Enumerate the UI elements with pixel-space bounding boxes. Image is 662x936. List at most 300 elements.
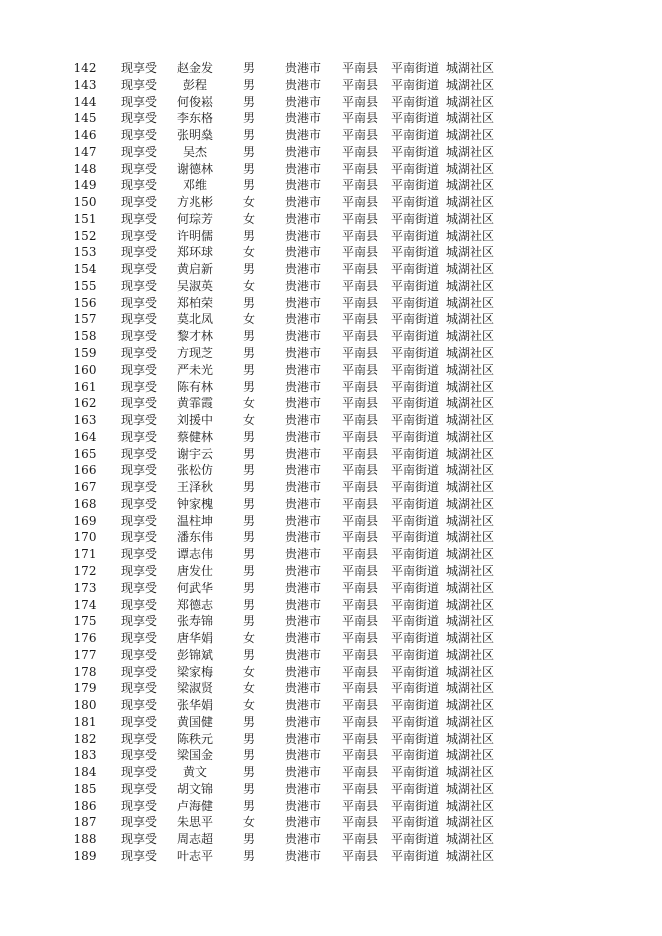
name-cell: 何俊崧	[176, 94, 213, 109]
row-number: 177	[73, 647, 97, 662]
community-cell: 城湖社区	[446, 463, 495, 478]
street-cell: 平南街道	[391, 228, 440, 243]
street-cell: 平南街道	[391, 631, 440, 646]
name-cell: 谭志伟	[176, 547, 213, 562]
table-row	[0, 110, 662, 127]
status-cell: 现享受	[121, 312, 158, 327]
county-cell: 平南县	[342, 144, 379, 159]
city-cell: 贵港市	[285, 362, 322, 377]
status-cell: 现享受	[121, 563, 158, 578]
name-cell: 张华娟	[176, 698, 213, 713]
county-cell: 平南县	[342, 631, 379, 646]
community-cell: 城湖社区	[446, 765, 495, 780]
name-cell: 黎才林	[176, 329, 213, 344]
table-row	[0, 597, 662, 614]
city-cell: 贵港市	[285, 681, 322, 696]
status-cell: 现享受	[121, 748, 158, 763]
community-cell: 城湖社区	[446, 413, 495, 428]
gender-cell: 男	[242, 295, 255, 310]
row-number: 169	[73, 513, 97, 528]
gender-cell: 男	[242, 111, 255, 126]
gender-cell: 女	[242, 211, 255, 226]
gender-cell: 男	[242, 463, 255, 478]
status-cell: 现享受	[121, 798, 158, 813]
city-cell: 贵港市	[285, 647, 322, 662]
county-cell: 平南县	[342, 211, 379, 226]
row-number: 188	[73, 832, 97, 847]
community-cell: 城湖社区	[446, 480, 495, 495]
table-row	[0, 194, 662, 211]
street-cell: 平南街道	[391, 714, 440, 729]
name-cell: 黄启新	[176, 262, 213, 277]
city-cell: 贵港市	[285, 597, 322, 612]
city-cell: 贵港市	[285, 563, 322, 578]
name-cell: 郑德志	[176, 597, 213, 612]
name-cell: 唐华娟	[176, 631, 213, 646]
county-cell: 平南县	[342, 262, 379, 277]
status-cell: 现享受	[121, 61, 158, 75]
table-row	[0, 60, 662, 77]
county-cell: 平南县	[342, 463, 379, 478]
table-row	[0, 496, 662, 513]
street-cell: 平南街道	[391, 178, 440, 193]
name-cell: 郑柏荣	[176, 295, 213, 310]
gender-cell: 男	[242, 496, 255, 511]
city-cell: 贵港市	[285, 94, 322, 109]
community-cell: 城湖社区	[446, 228, 495, 243]
county-cell: 平南县	[342, 714, 379, 729]
table-row	[0, 244, 662, 261]
row-number: 163	[73, 413, 97, 428]
row-number: 154	[73, 262, 97, 277]
gender-cell: 男	[242, 362, 255, 377]
gender-cell: 男	[242, 563, 255, 578]
gender-cell: 女	[242, 698, 255, 713]
community-cell: 城湖社区	[446, 513, 495, 528]
name-cell: 莫北凤	[176, 312, 213, 327]
table-row	[0, 731, 662, 748]
gender-cell: 男	[242, 597, 255, 612]
county-cell: 平南县	[342, 563, 379, 578]
city-cell: 贵港市	[285, 547, 322, 562]
table-row	[0, 311, 662, 328]
gender-cell: 女	[242, 312, 255, 327]
table-row	[0, 814, 662, 831]
row-number: 174	[73, 597, 97, 612]
row-number: 166	[73, 463, 97, 478]
street-cell: 平南街道	[391, 480, 440, 495]
row-number: 148	[73, 161, 97, 176]
table-row	[0, 764, 662, 781]
community-cell: 城湖社区	[446, 815, 495, 830]
county-cell: 平南县	[342, 178, 379, 193]
status-cell: 现享受	[121, 513, 158, 528]
row-number: 164	[73, 429, 97, 444]
city-cell: 贵港市	[285, 396, 322, 411]
row-number: 170	[73, 530, 97, 545]
city-cell: 贵港市	[285, 262, 322, 277]
status-cell: 现享受	[121, 614, 158, 629]
community-cell: 城湖社区	[446, 245, 495, 260]
status-cell: 现享受	[121, 446, 158, 461]
community-cell: 城湖社区	[446, 798, 495, 813]
county-cell: 平南县	[342, 429, 379, 444]
status-cell: 现享受	[121, 396, 158, 411]
county-cell: 平南县	[342, 530, 379, 545]
city-cell: 贵港市	[285, 346, 322, 361]
city-cell: 贵港市	[285, 530, 322, 545]
county-cell: 平南县	[342, 647, 379, 662]
gender-cell: 男	[242, 429, 255, 444]
community-cell: 城湖社区	[446, 781, 495, 796]
city-cell: 贵港市	[285, 731, 322, 746]
gender-cell: 男	[242, 178, 255, 193]
street-cell: 平南街道	[391, 329, 440, 344]
table-row	[0, 211, 662, 228]
table-row	[0, 278, 662, 295]
row-number: 184	[73, 765, 97, 780]
street-cell: 平南街道	[391, 128, 440, 143]
row-number: 186	[73, 798, 97, 813]
row-number: 165	[73, 446, 97, 461]
table-row	[0, 546, 662, 563]
status-cell: 现享受	[121, 413, 158, 428]
row-number: 145	[73, 111, 97, 126]
county-cell: 平南县	[342, 731, 379, 746]
name-cell: 张寿锦	[176, 614, 213, 629]
city-cell: 贵港市	[285, 161, 322, 176]
street-cell: 平南街道	[391, 815, 440, 830]
street-cell: 平南街道	[391, 597, 440, 612]
community-cell: 城湖社区	[446, 714, 495, 729]
gender-cell: 女	[242, 278, 255, 293]
row-number: 143	[73, 77, 97, 92]
name-cell: 方兆彬	[176, 195, 213, 210]
gender-cell: 男	[242, 94, 255, 109]
table-row	[0, 529, 662, 546]
street-cell: 平南街道	[391, 161, 440, 176]
county-cell: 平南县	[342, 480, 379, 495]
gender-cell: 男	[242, 61, 255, 75]
community-cell: 城湖社区	[446, 647, 495, 662]
name-cell: 梁国金	[176, 748, 213, 763]
city-cell: 贵港市	[285, 61, 322, 75]
name-cell: 朱思平	[176, 815, 213, 830]
city-cell: 贵港市	[285, 211, 322, 226]
community-cell: 城湖社区	[446, 563, 495, 578]
row-number: 171	[73, 547, 97, 562]
street-cell: 平南街道	[391, 463, 440, 478]
county-cell: 平南县	[342, 798, 379, 813]
table-row	[0, 680, 662, 697]
gender-cell: 男	[242, 346, 255, 361]
table-row	[0, 328, 662, 345]
status-cell: 现享受	[121, 262, 158, 277]
county-cell: 平南县	[342, 312, 379, 327]
status-cell: 现享受	[121, 832, 158, 847]
name-cell: 王泽秋	[176, 480, 213, 495]
gender-cell: 女	[242, 245, 255, 260]
community-cell: 城湖社区	[446, 698, 495, 713]
gender-cell: 男	[242, 781, 255, 796]
status-cell: 现享受	[121, 547, 158, 562]
name-cell: 黄文	[182, 765, 207, 780]
name-cell: 黄霏霞	[176, 396, 213, 411]
row-number: 175	[73, 614, 97, 629]
city-cell: 贵港市	[285, 429, 322, 444]
name-cell: 郑环球	[176, 245, 213, 260]
name-cell: 严未光	[176, 362, 213, 377]
community-cell: 城湖社区	[446, 530, 495, 545]
table-row	[0, 144, 662, 161]
table-row	[0, 664, 662, 681]
status-cell: 现享受	[121, 195, 158, 210]
status-cell: 现享受	[121, 631, 158, 646]
city-cell: 贵港市	[285, 714, 322, 729]
city-cell: 贵港市	[285, 111, 322, 126]
street-cell: 平南街道	[391, 832, 440, 847]
community-cell: 城湖社区	[446, 362, 495, 377]
community-cell: 城湖社区	[446, 211, 495, 226]
status-cell: 现享受	[121, 698, 158, 713]
gender-cell: 男	[242, 379, 255, 394]
name-cell: 梁淑贤	[176, 681, 213, 696]
status-cell: 现享受	[121, 144, 158, 159]
street-cell: 平南街道	[391, 614, 440, 629]
city-cell: 贵港市	[285, 580, 322, 595]
name-cell: 潘东伟	[176, 530, 213, 545]
street-cell: 平南街道	[391, 765, 440, 780]
city-cell: 贵港市	[285, 295, 322, 310]
name-cell: 陈秩元	[176, 731, 213, 746]
gender-cell: 男	[242, 144, 255, 159]
city-cell: 贵港市	[285, 463, 322, 478]
county-cell: 平南县	[342, 748, 379, 763]
row-number: 149	[73, 178, 97, 193]
county-cell: 平南县	[342, 664, 379, 679]
table-row	[0, 446, 662, 463]
status-cell: 现享受	[121, 77, 158, 92]
county-cell: 平南县	[342, 681, 379, 696]
city-cell: 贵港市	[285, 195, 322, 210]
gender-cell: 男	[242, 262, 255, 277]
gender-cell: 男	[242, 731, 255, 746]
gender-cell: 男	[242, 329, 255, 344]
county-cell: 平南县	[342, 128, 379, 143]
status-cell: 现享受	[121, 161, 158, 176]
gender-cell: 男	[242, 765, 255, 780]
community-cell: 城湖社区	[446, 614, 495, 629]
county-cell: 平南县	[342, 329, 379, 344]
county-cell: 平南县	[342, 614, 379, 629]
row-number: 187	[73, 815, 97, 830]
gender-cell: 男	[242, 446, 255, 461]
county-cell: 平南县	[342, 698, 379, 713]
city-cell: 贵港市	[285, 698, 322, 713]
street-cell: 平南街道	[391, 111, 440, 126]
community-cell: 城湖社区	[446, 631, 495, 646]
community-cell: 城湖社区	[446, 664, 495, 679]
table-row	[0, 747, 662, 764]
street-cell: 平南街道	[391, 144, 440, 159]
row-number: 172	[73, 563, 97, 578]
status-cell: 现享受	[121, 664, 158, 679]
table-row	[0, 379, 662, 396]
name-cell: 梁家梅	[176, 664, 213, 679]
table-row	[0, 848, 662, 865]
county-cell: 平南县	[342, 547, 379, 562]
gender-cell: 男	[242, 228, 255, 243]
city-cell: 贵港市	[285, 480, 322, 495]
status-cell: 现享受	[121, 178, 158, 193]
street-cell: 平南街道	[391, 647, 440, 662]
county-cell: 平南县	[342, 228, 379, 243]
gender-cell: 女	[242, 413, 255, 428]
table-row	[0, 630, 662, 647]
table-row	[0, 697, 662, 714]
row-number: 180	[73, 698, 97, 713]
status-cell: 现享受	[121, 362, 158, 377]
community-cell: 城湖社区	[446, 731, 495, 746]
name-cell: 钟家槐	[176, 496, 213, 511]
name-cell: 方现芝	[176, 346, 213, 361]
community-cell: 城湖社区	[446, 195, 495, 210]
gender-cell: 男	[242, 848, 255, 863]
gender-cell: 男	[242, 161, 255, 176]
status-cell: 现享受	[121, 681, 158, 696]
street-cell: 平南街道	[391, 563, 440, 578]
street-cell: 平南街道	[391, 781, 440, 796]
street-cell: 平南街道	[391, 61, 440, 75]
row-number: 173	[73, 580, 97, 595]
table-row	[0, 345, 662, 362]
community-cell: 城湖社区	[446, 848, 495, 863]
table-row	[0, 295, 662, 312]
city-cell: 贵港市	[285, 228, 322, 243]
city-cell: 贵港市	[285, 631, 322, 646]
row-number: 179	[73, 681, 97, 696]
city-cell: 贵港市	[285, 848, 322, 863]
city-cell: 贵港市	[285, 664, 322, 679]
street-cell: 平南街道	[391, 346, 440, 361]
county-cell: 平南县	[342, 245, 379, 260]
gender-cell: 女	[242, 664, 255, 679]
gender-cell: 男	[242, 614, 255, 629]
city-cell: 贵港市	[285, 278, 322, 293]
row-number: 155	[73, 278, 97, 293]
row-number: 176	[73, 631, 97, 646]
status-cell: 现享受	[121, 211, 158, 226]
community-cell: 城湖社区	[446, 178, 495, 193]
street-cell: 平南街道	[391, 295, 440, 310]
county-cell: 平南县	[342, 413, 379, 428]
name-cell: 胡文锦	[176, 781, 213, 796]
county-cell: 平南县	[342, 161, 379, 176]
street-cell: 平南街道	[391, 798, 440, 813]
row-number: 159	[73, 346, 97, 361]
city-cell: 贵港市	[285, 798, 322, 813]
street-cell: 平南街道	[391, 547, 440, 562]
status-cell: 现享受	[121, 245, 158, 260]
community-cell: 城湖社区	[446, 346, 495, 361]
community-cell: 城湖社区	[446, 832, 495, 847]
table-row	[0, 94, 662, 111]
table-row	[0, 831, 662, 848]
community-cell: 城湖社区	[446, 429, 495, 444]
status-cell: 现享受	[121, 111, 158, 126]
row-number: 142	[73, 61, 97, 75]
gender-cell: 女	[242, 631, 255, 646]
name-cell: 蔡健林	[176, 429, 213, 444]
name-cell: 黄国健	[176, 714, 213, 729]
name-cell: 谢宇云	[176, 446, 213, 461]
gender-cell: 男	[242, 128, 255, 143]
row-number: 183	[73, 748, 97, 763]
community-cell: 城湖社区	[446, 94, 495, 109]
street-cell: 平南街道	[391, 262, 440, 277]
street-cell: 平南街道	[391, 77, 440, 92]
gender-cell: 男	[242, 547, 255, 562]
row-number: 151	[73, 211, 97, 226]
name-cell: 周志超	[176, 832, 213, 847]
community-cell: 城湖社区	[446, 580, 495, 595]
status-cell: 现享受	[121, 295, 158, 310]
community-cell: 城湖社区	[446, 329, 495, 344]
status-cell: 现享受	[121, 731, 158, 746]
status-cell: 现享受	[121, 346, 158, 361]
table-row	[0, 412, 662, 429]
city-cell: 贵港市	[285, 144, 322, 159]
county-cell: 平南县	[342, 765, 379, 780]
gender-cell: 女	[242, 681, 255, 696]
status-cell: 现享受	[121, 714, 158, 729]
street-cell: 平南街道	[391, 446, 440, 461]
city-cell: 贵港市	[285, 815, 322, 830]
status-cell: 现享受	[121, 480, 158, 495]
street-cell: 平南街道	[391, 748, 440, 763]
roster-table	[0, 60, 662, 865]
row-number: 185	[73, 781, 97, 796]
row-number: 189	[73, 848, 97, 863]
street-cell: 平南街道	[391, 580, 440, 595]
county-cell: 平南县	[342, 278, 379, 293]
gender-cell: 男	[242, 748, 255, 763]
street-cell: 平南街道	[391, 413, 440, 428]
name-cell: 唐发仕	[176, 563, 213, 578]
status-cell: 现享受	[121, 429, 158, 444]
name-cell: 谢德林	[176, 161, 213, 176]
street-cell: 平南街道	[391, 664, 440, 679]
community-cell: 城湖社区	[446, 312, 495, 327]
community-cell: 城湖社区	[446, 128, 495, 143]
row-number: 156	[73, 295, 97, 310]
gender-cell: 男	[242, 647, 255, 662]
community-cell: 城湖社区	[446, 161, 495, 176]
city-cell: 贵港市	[285, 614, 322, 629]
community-cell: 城湖社区	[446, 681, 495, 696]
county-cell: 平南县	[342, 781, 379, 796]
community-cell: 城湖社区	[446, 77, 495, 92]
county-cell: 平南县	[342, 61, 379, 75]
status-cell: 现享受	[121, 329, 158, 344]
street-cell: 平南街道	[391, 848, 440, 863]
status-cell: 现享受	[121, 647, 158, 662]
gender-cell: 男	[242, 832, 255, 847]
status-cell: 现享受	[121, 580, 158, 595]
gender-cell: 男	[242, 513, 255, 528]
table-row	[0, 228, 662, 245]
status-cell: 现享受	[121, 848, 158, 863]
